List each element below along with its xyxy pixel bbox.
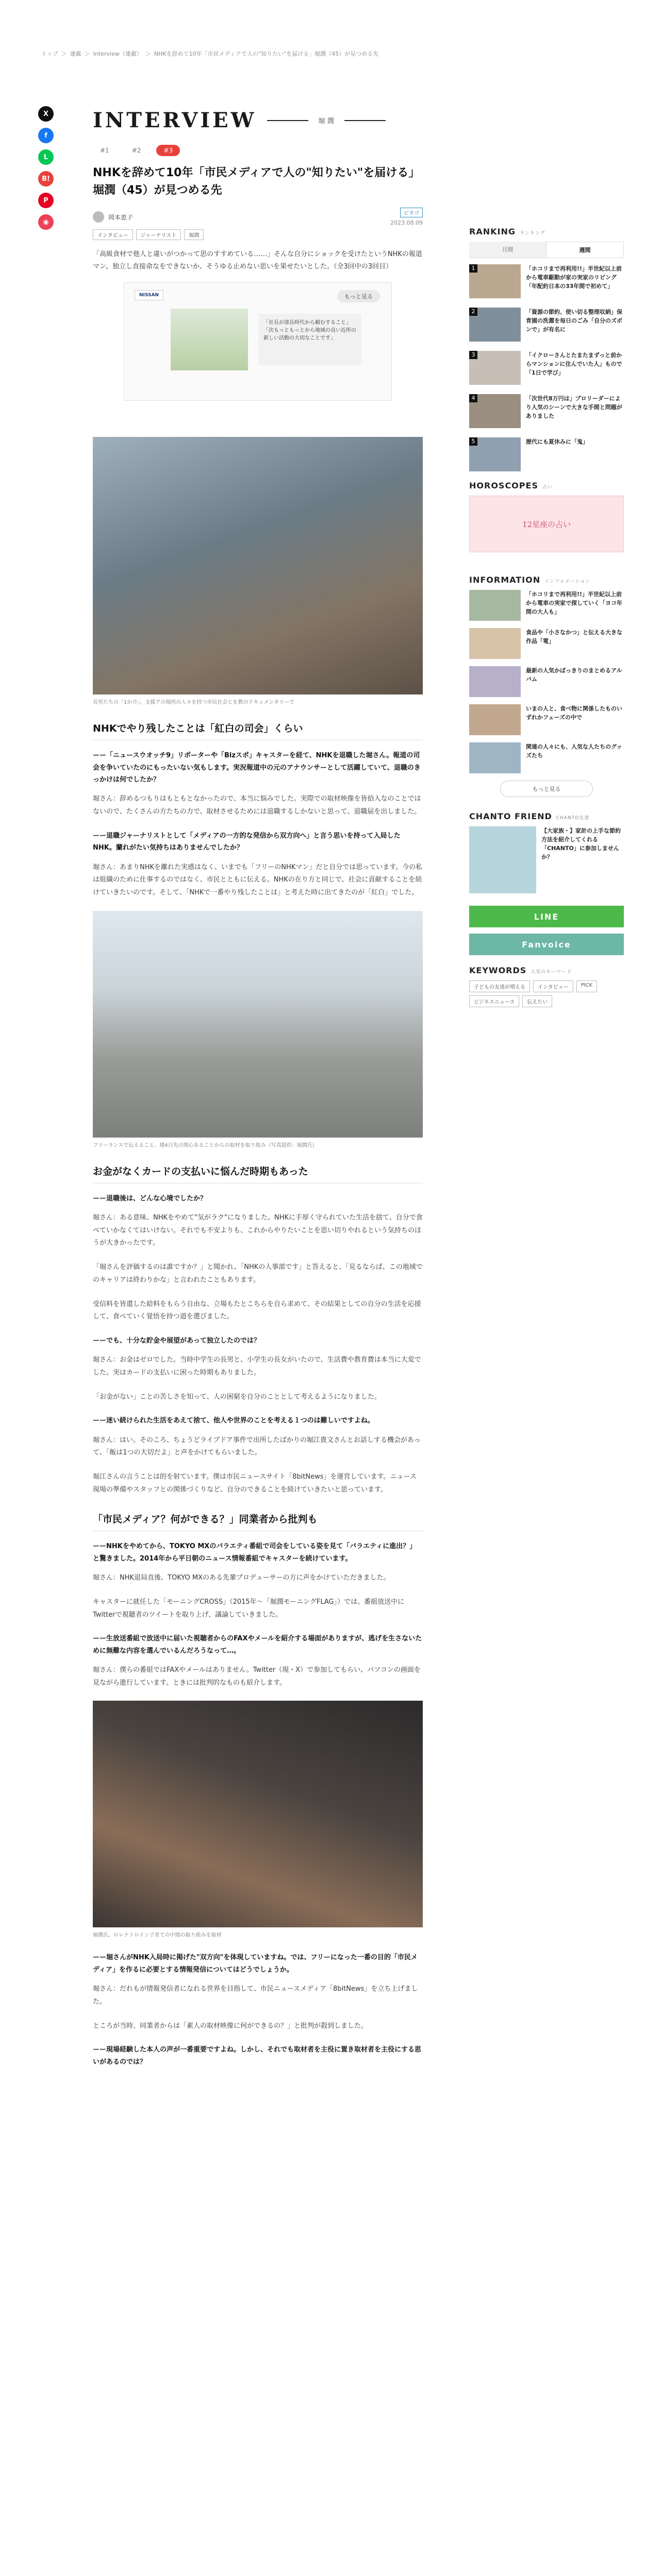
photo-caption: フリーランスで伝えること。週4日先の関心あることからの取材を取り組み（写真提供：堀潤氏） [93, 1142, 318, 1148]
keyword-tag[interactable]: PICK [576, 980, 598, 992]
interview-answer: キャスターに就任した「モーニングCROSS」（2015年〜「堀潤モーニングFLAG」）では、番組放送中にTwitterで視聴者のツイートを取り上げ、議論していきました。 [93, 1598, 405, 1619]
series-name: 堀 潤 [318, 117, 334, 125]
article-photo-1 [93, 437, 423, 694]
information-title: 食品や「小さなかつ」と伝える大きな作品「電」 [526, 629, 622, 645]
article-main [93, 108, 423, 2075]
interview-question: ーー堀さんがNHK入局時に掲げた"双方向"を体現していますね。では、フリーになった一番の目的「市民メディア」を作るに必要とする情報発信についてはどうでしょうか。 [93, 1954, 418, 1974]
information-title: INFORMATION インフォメーション [469, 575, 591, 585]
rank-number: 1 [469, 264, 477, 273]
rank-number: 5 [469, 437, 477, 446]
information-thumbnail [469, 628, 521, 659]
breadcrumb-item[interactable]: トップ [41, 50, 58, 57]
photo-caption: 堀潤氏、ロレナトロイン子育ての中間の取り組みを取材 [93, 1933, 222, 1939]
ranking-tabs [469, 242, 624, 258]
ranking-title: 歴代にも夏休みに「鬼」 [526, 438, 588, 445]
tab-weekly[interactable]: 週間 [546, 242, 624, 258]
ranking-item[interactable] [469, 264, 624, 298]
section-heading: 「市民メディア？何ができる？」同業者から批判も [93, 1512, 423, 1531]
tag-item[interactable]: インタビュー [93, 229, 133, 240]
information-list [469, 590, 624, 773]
ranking-thumbnail [469, 351, 521, 385]
interview-question: ーーでも、十分な貯金や展望があって独立したのでは？ [93, 1336, 260, 1345]
breadcrumb-separator: ＞ [145, 50, 151, 57]
ranking-title: 「次世代8万円は」プロリーダーにより人気のシーンで大きな手間と問題がありました [526, 395, 622, 420]
ranking-item[interactable] [469, 437, 624, 471]
article-body [93, 721, 423, 2068]
interview-answer: 堀江さんの言うことは的を射ています。僕は市民ニュースサイト「8bitNews」を運営しています。ニュース現場の準備やスタッフとの関係づくりなど、自分のできることを続けていきたいと思っています。 [93, 1473, 417, 1494]
interview-question: ーーNHKをやめてから、TOKYO MXのバラエティ番組で司会をしている姿を見て「バラエティに進出？」と驚きました。2014年から平日朝のニュース情報番組でキャスターを続けています。 [93, 1543, 417, 1563]
information-item[interactable] [469, 666, 624, 697]
rank-number: 3 [469, 351, 477, 359]
status-badge: ピタゴ [400, 208, 423, 217]
rank-number: 4 [469, 394, 477, 402]
header-divider [267, 120, 308, 121]
ad-image [171, 309, 248, 370]
publish-date: 2023.08.09 [390, 219, 423, 227]
line-icon[interactable]: L [38, 149, 54, 165]
interview-answer: 堀さん：NHK退局直後、TOKYO MXのある先輩プロデューサーの方に声をかけていただきました。 [93, 1574, 390, 1582]
tag-item[interactable]: ジャーナリスト [136, 229, 181, 240]
article-photo-3 [93, 1701, 423, 1927]
ranking-thumbnail [469, 308, 521, 342]
interview-answer: 「お金がない」ことの苦しさを知って、人の困窮を自分のこととして考えるようになりました。 [93, 1393, 381, 1401]
section-heading: お金がなくカードの支払いに悩んだ時期もあった [93, 1164, 423, 1183]
breadcrumb-separator: ＞ [84, 50, 90, 57]
interview-answer: 堀さん：はい。そのころ、ちょうどライブドア事件で出所したばかりの堀江貴文さんとお話しする機会があって、「飯は1つの大切だよ」と声をかけてもらいました。 [93, 1436, 421, 1457]
interview-answer: 堀さん：あまりNHKを離れた実感はなく、いまでも「フリーのNHKマン」だと自分では思っています。今の私は組織のために仕事するのではなく、市民とともに伝える。NHKの在り方と同じで、社会に貢献することを続けていきたいのです。そして、「NHKで一番やり残したことは」と考えた時に出てきたのが「紅白」でした。 [93, 863, 423, 896]
chanto-card[interactable] [469, 826, 624, 893]
ranking-title: 「ホコリまで再利用!!」半世紀以上前から電車駆動が家の実家のリビング「年配約日本の33年間で初めて」 [526, 265, 622, 290]
ranking-title: 「イクローさんとたまたまずっと前からマンションに住んでいた人」もので「1日で学び」 [526, 352, 622, 377]
breadcrumb-item[interactable]: Interview（連載） [93, 50, 142, 57]
keyword-tag[interactable]: ビジネスニュース [469, 995, 519, 1007]
ad-text: 「社長が部長時代から頼むすること」 「次もっともっとから地域の良い近所の新しい活動の大切なことです」 [258, 314, 361, 365]
ad-logo: NISSAN [135, 290, 163, 300]
interview-answer: 堀さん：だれもが情報発信者になれる世界を目指して、市民ニュースメディア「8bitNews」を立ち上げました。 [93, 1985, 418, 2006]
keyword-list [469, 980, 624, 1007]
author-block [93, 211, 133, 223]
avatar [93, 211, 104, 223]
chanto-text: 【大家族・】家計の上手な節約方法を紹介してくれる「CHANTO」に参加しませんか？ [541, 827, 621, 861]
interview-question: ーー生放送番組で放送中に届いた視聴者からのFAXやメールを紹介する場面がありますが、逃げを生さないために無難な内容を選んでいるんだろうなって…。 [93, 1635, 422, 1655]
interview-question: ーー退職後は、どんな心境でしたか？ [93, 1194, 207, 1202]
breadcrumb-item[interactable]: 連載 [70, 50, 81, 57]
information-item[interactable] [469, 628, 624, 659]
photo-caption: 長男たちの「1か月」、支援アの場所の人々を持つ市民社会とを教のドキュメンタリーで [93, 700, 294, 706]
ranking-list [469, 264, 624, 471]
interview-answer: 受信料を皆還した給料をもらう自由な、立場もたとこちらを自ら求めて、その結果としての自分の生活を応援して、食べていく覚悟を持つ道を選びました。 [93, 1300, 421, 1321]
ranking-title: 「資源の節約、使い切る整理収納」保育園の洗濯を毎日のごみ「自分のズボンで」が有名に [526, 309, 622, 333]
hatena-icon[interactable]: B! [38, 171, 54, 187]
pinterest-icon[interactable]: P [38, 193, 54, 208]
section-heading: NHKでやり残したことは「紅白の司会」くらい [93, 721, 423, 740]
ranking-thumbnail [469, 394, 521, 428]
tag-list [93, 229, 423, 240]
information-title: 関連の人々にも、人気な人たちのグッズたち [526, 743, 622, 759]
information-item[interactable] [469, 590, 624, 621]
ad-more-button[interactable]: もっと見る [337, 290, 380, 302]
rank-number: 2 [469, 308, 477, 316]
horoscope-banner[interactable]: 12星座の占い [469, 496, 624, 552]
share-bar [38, 106, 54, 230]
ranking-thumbnail [469, 437, 521, 471]
tab-part-1[interactable]: #1 [100, 147, 109, 154]
article-title: NHKを辞めて10年「市民メディアで人の"知りたい"を届ける」堀潤（45）が見つめる先 [93, 166, 420, 197]
interview-answer: 堀さん：辞めるつもりはもともとなかったので、本当に悩みでした。実際での取材映像を皆拾入なのことではないので、たくさんの方たちの力で、取材させるためには退職するしかないと思って、退職届を出しました。 [93, 795, 421, 816]
tab-part-2[interactable]: #2 [131, 147, 141, 154]
chanto-image [469, 826, 536, 893]
interview-question: ーー現場経験した本人の声が一番重要ですよね。しかし、それでも取材者を主役に置き取材者を主役にする思いがあるのでは？ [93, 2046, 422, 2066]
sidebar [469, 227, 624, 1007]
pocket-icon[interactable]: ◉ [38, 214, 54, 230]
interview-question: ーー迷い続けられた生活をあえて捨て、他人や世界のことを考える１つのは難しいですよね。 [93, 1417, 374, 1425]
keywords-title: KEYWORDS 人気のキーワード [469, 965, 572, 975]
tab-part-3[interactable]: #3 [156, 145, 180, 156]
interview-logo[interactable]: INTERVIEW [93, 108, 257, 132]
part-tabs [93, 145, 423, 156]
tag-item[interactable]: 堀潤 [184, 229, 204, 240]
information-thumbnail [469, 666, 521, 697]
ad-block[interactable] [124, 282, 392, 401]
interview-answer: 「堀さんを評価するのは誰ですか？」と聞かれ、「NHKの人事部です」と答えると、「見るならば、この地域でのキャリアは終わりかな」と言われたこともあります。 [93, 1263, 423, 1284]
keyword-tag[interactable]: 子どもの友達が増える [469, 980, 530, 992]
lead-paragraph: 「高級食材で他人と違いがつかって思のすすめている……」そんな自分にショックを受けたというNHKの報道マン。独立し直接命なをできないか、そうゆる止めない思いを果せたいとした。（全3回中の3回目） [93, 250, 422, 271]
article-meta [93, 208, 423, 226]
horoscope-title: HOROSCOPES 占い [469, 481, 553, 490]
interview-answer: 堀さん：僕らの番組ではFAXやメールはありません。Twitter（現・X）で参加してもらい、パソコンの画面を見ながら進行しています。ときには批判的なものも紹介します。 [93, 1666, 421, 1687]
interview-answer: 堀さん：ある意味、NHKをやめて"気がラク"になりました。NHKに手厚く守られていた生活を捨て、自分で食べていかなくてはいけない。それでも不安よりも、これからやりたいことを思い切りやれるという気持ちのほうが大きかったです。 [93, 1214, 423, 1247]
breadcrumb-separator: ＞ [61, 50, 67, 57]
interview-header [93, 108, 423, 132]
keyword-tag[interactable]: 伝えたい [522, 995, 552, 1007]
line-banner[interactable]: LINE [469, 906, 624, 927]
ranking-item[interactable] [469, 394, 624, 428]
interview-question: ーー「ニュースウオッチ9」リポーターや「Bizスポ」キャスターを経て、NHKを退職した堀さん。報道の司会を争いていたのにもったいない気もします。実況報道中の元のアナウンサーとして活躍していて、退職のきっかけは何でしたか？ [93, 752, 421, 784]
more-button[interactable]: もっと見る [500, 781, 593, 797]
information-thumbnail [469, 742, 521, 773]
information-title: 「ホコリまで再利用!!」半世紀以上前から電車の実家で探していく「ヨコ年間の大人も」 [526, 591, 622, 616]
fanvoice-banner[interactable]: Fanvoice [469, 934, 624, 955]
ranking-title: RANKING ランキング [469, 227, 545, 236]
interview-question: ーー退職ジャーナリストとして「メディアの一方的な発信から双方向へ」と言う思いを持って入局したNHK。蘭れがたい気持ちはありませんでしたか？ [93, 832, 401, 852]
ranking-thumbnail [469, 264, 521, 298]
tab-monthly[interactable]: 月間 [469, 242, 546, 258]
header-divider-right [344, 120, 386, 121]
information-title: いまの人と、食べ物に関係したものいずれかフェーズの中で [526, 705, 622, 721]
keyword-tag[interactable]: インタビュー [533, 980, 573, 992]
information-title: 最新の人気かばっきりのまとめるアルバム [526, 667, 622, 683]
information-thumbnail [469, 590, 521, 621]
interview-answer: ところが当時、同業者からは「素人の取材映像に何ができるの？」と批判が殺到しました。 [93, 2022, 368, 2030]
x-icon[interactable]: X [38, 106, 54, 122]
information-item[interactable] [469, 704, 624, 735]
facebook-icon[interactable]: f [38, 128, 54, 143]
information-item[interactable] [469, 742, 624, 773]
interview-answer: 堀さん：お金はゼロでした。当時中学生の長男と、小学生の長女がいたので、生活費や教育費は本当に大変でした。実はカードの支払いに困った時期もありました。 [93, 1356, 421, 1377]
ranking-item[interactable] [469, 308, 624, 342]
author-name[interactable]: 岡本恵子 [108, 213, 134, 221]
breadcrumb [41, 49, 378, 58]
chanto-title: CHANTO FRIEND CHANTO友達 [469, 811, 590, 821]
article-photo-2 [93, 911, 423, 1138]
ranking-item[interactable] [469, 351, 624, 385]
information-thumbnail [469, 704, 521, 735]
breadcrumb-item[interactable]: NHKを辞めて10年「市民メディアで人の"知りたい"を届ける」堀潤（45）が見つめる先 [154, 50, 379, 57]
